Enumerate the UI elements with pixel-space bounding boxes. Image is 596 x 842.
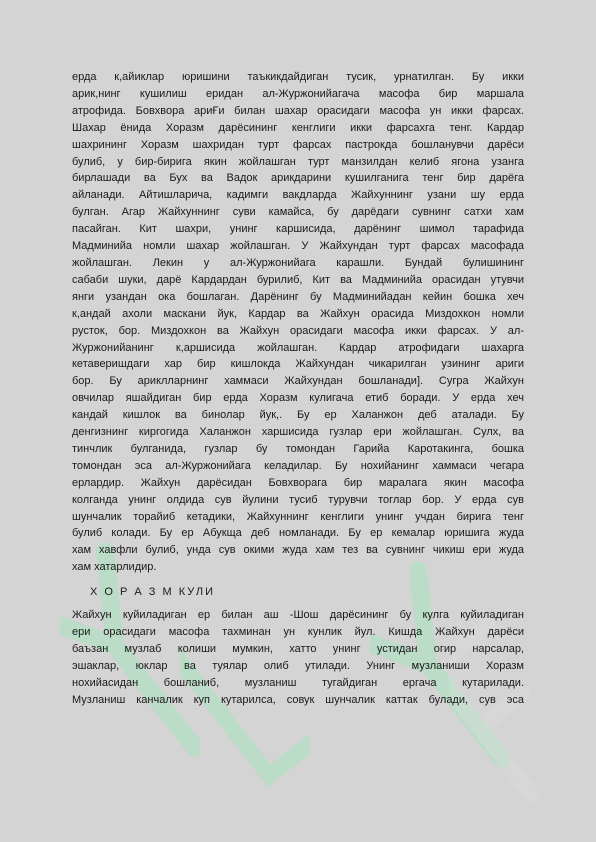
- text-line: томондан эса ал-Журжонийага келадилар. Бу нохийанинг хаммаси чегара: [72, 459, 524, 472]
- text-line: ерлардир. Жайхун дарёсидан Бовхворага бир маралага якин масофа: [72, 476, 524, 489]
- text-line: бор. Бу ариклларнинг хаммаси Жайхундан бошланади]. Сугра Жайхун: [72, 375, 524, 388]
- text-line: Жайхун куйиладиган ер билан аш -Шош дарёсининг бу кулга куйиладиган: [72, 609, 524, 622]
- text-line: кетаверишдаги хар бир кишлокда Жайхундан чикарилган узининг ариги: [72, 358, 524, 371]
- text-line: ерда к,айиклар юришини таъкикдайдиган тусик, урнатилган. Бу икки: [72, 71, 524, 83]
- text-line: булган. Агар Жайхуннинг суви камайса, бу дарёдаги сувнинг сатхи хам: [72, 206, 524, 219]
- section-heading: Х О Р А З М КУЛИ: [90, 586, 215, 599]
- text-line: эшаклар, юклар ва туялар олиб утилади. Унинг музланиши Хоразм: [72, 659, 524, 672]
- text-line: Музланиш канчалик куп кутарилса, совук шунчалик каттак булади, сув эса: [72, 693, 524, 706]
- text-line: шунчалик торайиб кетадики, Жайхуннинг кенглиги унинг учдан бирига тенг: [72, 510, 524, 523]
- text-line: бирлашади ва Бух ва Вадок арикдарини кушилганига тенг бир дарёга: [72, 172, 524, 185]
- text-line: баъзан музлаб колиши мумкин, хатто унинг устидан огир нарсалар,: [72, 642, 524, 655]
- text-line: Журжонийанинг к,аршисида жойлашган. Кардар атрофидаги шахарга: [72, 341, 524, 354]
- text-line: тинчлик булганида, гузлар бу томондан Гарийа Каротакинга, бошка: [72, 442, 524, 455]
- text-line: Мадминийа номли шахар жойлашган. У Жайхундан турт фарсах масофада: [72, 240, 524, 253]
- text-line: айланади. Айтишларича, кадимги вакдларда Жайхуннинг узани шу ерда: [72, 189, 524, 202]
- text-line: сабаби шуки, дарё Кардардан бурилиб, Кит ва Мадминийа орасидан утувчи: [72, 273, 524, 286]
- text-line: русток, бор. Миздохкон ва Жайхун орасидаги масофа икки фарсах. У ал-: [72, 324, 524, 337]
- paragraph-1: [72, 69, 524, 576]
- document-body: [72, 69, 524, 709]
- text-line: нохийасидан бошланиб, музланиш тугайдиган ергача кутарилади.: [72, 676, 524, 689]
- text-line: к,андай ахоли маскани йук, Кардар ва Жайхун орасида Миздохкон номли: [72, 307, 524, 320]
- text-line: овчилар яшайдиган бир ерда Хоразм кулигача етиб боради. У ерда хеч: [72, 392, 524, 405]
- text-line: колганда унинг олдида сув йулини тусиб турувчи тоглар бор. У ерда сув: [72, 493, 524, 506]
- text-line: янги узандан ока бошлаган. Дарёнинг бу Мадминийадан кейин бошка хеч: [72, 290, 524, 303]
- text-line: жойлашган. Лекин у ал-Журжонийага карашли. Бундай булишининг: [72, 256, 524, 269]
- text-line: пасайган. Кит шахри, унинг каршисида, дарёнинг шимол тарафида: [72, 223, 524, 236]
- text-line: булиб, у бир-бирига якин жойлашган турт манзилдан келиб ягона узанга: [72, 155, 524, 168]
- text-line: булиб колади. Бу ер Абукща деб номланади. Бу ер кемалар юришига жуда: [72, 527, 524, 540]
- text-line: кандай кишлок ва бинолар йук,. Бу ер Халанжон деб аталади. Бу: [72, 409, 524, 422]
- text-line: шахрининг Хоразм шахридан турт фарсах пастрокда бошланувчи дарёси: [72, 138, 524, 151]
- text-line: денгизнинг киргогида Халанжон харшисида гузлар ери жойлашган. Сулх, ва: [72, 426, 524, 439]
- text-line: хам хатарлидир.: [72, 561, 157, 574]
- text-line: хам хавфли булиб, унда сув окими жуда хам тез ва сувнинг чикиш ери жуда: [72, 544, 524, 557]
- text-line: атрофида. Бовхвора ариҒи билан шахар орасидаги масофа ун икки фарсах.: [72, 104, 524, 117]
- text-line: арик,нинг кушилиш еридан ал-Журжонийагача масофа бир маршала: [72, 87, 524, 100]
- text-line: ери орасидаги масофа тахминан ун кунлик йул. Кишда Жайхун дарёси: [72, 626, 524, 638]
- paragraph-2: [72, 607, 524, 708]
- text-line: Шахар ёнида Хоразм дарёсининг кенглиги икки фарсахга тенг. Кардар: [72, 121, 524, 134]
